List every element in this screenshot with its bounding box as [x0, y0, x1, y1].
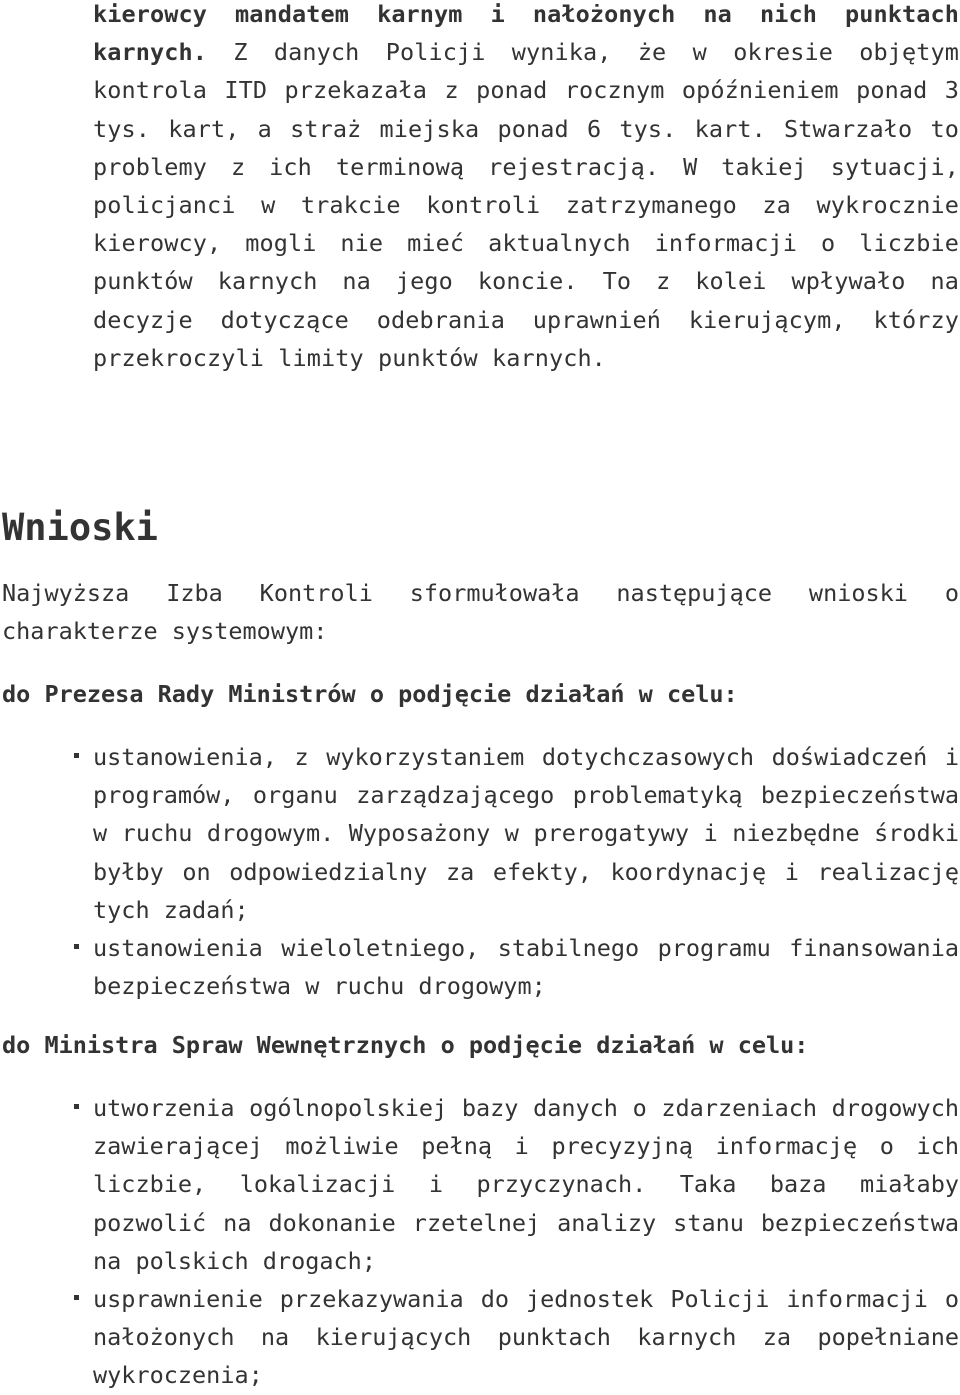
recommendation-list-interior-minister	[0, 1089, 960, 1395]
subheading-prime-minister: do Prezesa Rady Ministrów o podjęcie działań w celu:	[2, 680, 738, 708]
lead-paragraph: Najwyższa Izba Kontroli sformułowała następujące wnioski o charakterze systemowym:	[2, 579, 959, 646]
list-item-text: usprawnienie przekazywania do jednostek Policji informacji o nałożonych na kierujących punktach karnych za popełniane wykroczenia;	[93, 1285, 959, 1390]
list-item-text: utworzenia ogólnopolskiej bazy danych o zdarzeniach drogowych zawierającej możliwie pełną i precyzyjną informację o ich liczbie, lokalizacji i przyczynach. Taka baza miałaby pozwolić na dokonanie rzetelnej analizy stanu bezpieczeństwa na polskich drogach;	[93, 1094, 959, 1275]
section-heading: Wnioski	[2, 506, 158, 549]
bullet-icon	[74, 1295, 79, 1300]
list-item-text: ustanowienia, z wykorzystaniem dotychczasowych doświadczeń i programów, organu zarządzającego problematyką bezpieczeństwa w ruchu drogowym. Wyposażony w prerogatywy i niezbędne środki byłby on odpowiedzialny za efekty, koordynację i realizację tych zadań;	[93, 743, 959, 924]
intro-paragraph	[93, 0, 959, 377]
intro-bold-text: kierowcy mandatem karnym i nałożonych na nich punktach karnych.	[93, 0, 959, 67]
bullet-icon	[74, 753, 79, 758]
bullet-icon	[74, 944, 79, 949]
recommendation-list-prime-minister	[0, 738, 960, 1005]
bullet-icon	[74, 1104, 79, 1109]
list-item	[93, 1089, 959, 1280]
intro-text: Z danych Policji wynika, że w okresie objętym kontrola ITD przekazała z ponad rocznym opóźnieniem ponad 3 tys. kart, a straż miejska ponad 6 tys. kart. Stwarzało to problemy z ich terminową rejestracją. W takiej sytuacji, policjanci w trakcie kontroli zatrzymanego za wykrocznie kierowcy, mogli nie mieć aktualnych informacji o liczbie punktów karnych na jego koncie. To z kolei wpływało na decyzje dotyczące odebrania uprawnień kierującym, którzy przekroczyli limity punktów karnych.	[93, 38, 959, 372]
list-item-text: ustanowienia wieloletniego, stabilnego programu finansowania bezpieczeństwa w ruchu drogowym;	[93, 934, 959, 1001]
list-item	[93, 1280, 959, 1395]
list-item	[93, 929, 959, 1005]
list-item	[93, 738, 959, 929]
subheading-interior-minister: do Ministra Spraw Wewnętrznych o podjęcie działań w celu:	[2, 1031, 809, 1059]
